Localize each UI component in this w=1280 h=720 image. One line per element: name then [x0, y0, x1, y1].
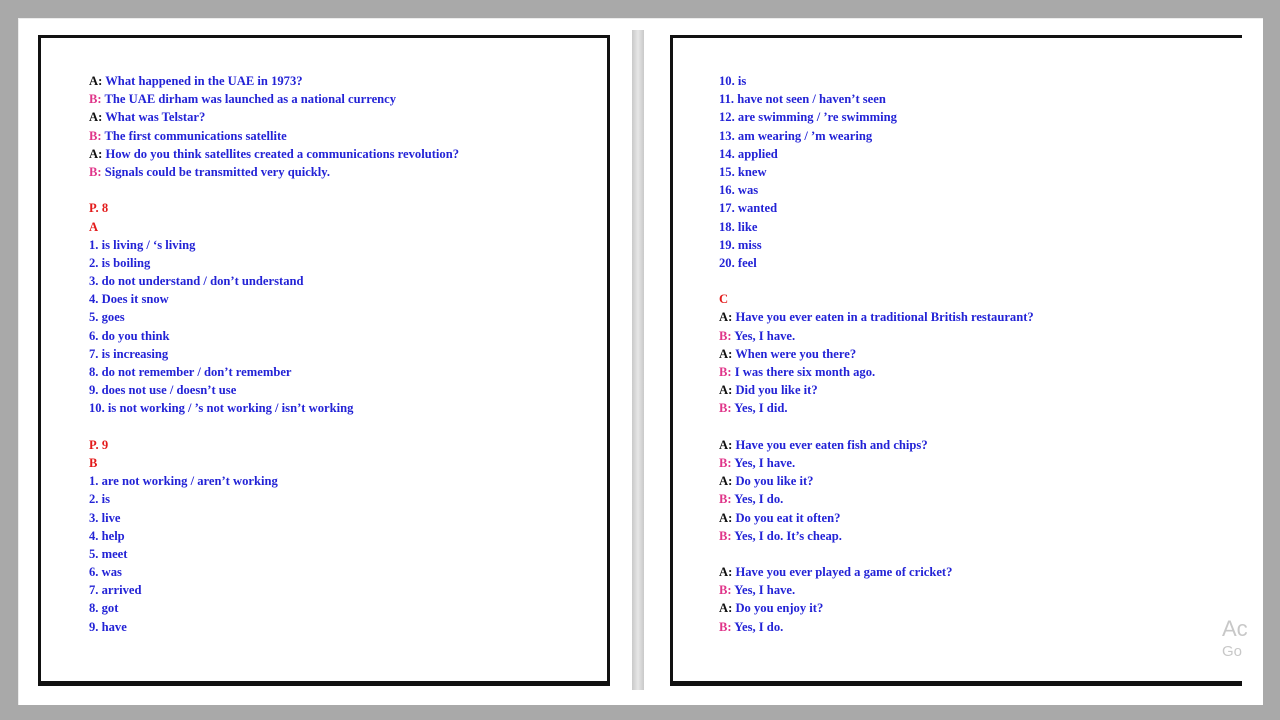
- dialog-line: B: Signals could be transmitted very quickly.: [89, 164, 331, 179]
- page-heading: P. 9: [89, 437, 109, 452]
- exercise-letter: A: [89, 219, 99, 234]
- answer-item: 8. do not remember / don’t remember: [89, 365, 292, 379]
- left-page-content: [89, 72, 459, 636]
- answer-item: 6. was: [89, 565, 122, 580]
- answer-item: 3. do not understand / don’t understand: [89, 274, 304, 289]
- dialog-line: A: What was Telstar?: [89, 110, 206, 125]
- dialog-1: [89, 72, 459, 181]
- dialog-line: A: Have you ever played a game of cricket?: [719, 565, 953, 580]
- answer-item: 18. like: [719, 219, 758, 234]
- dialog-line: B: Yes, I have.: [719, 328, 796, 343]
- answer-item: 16. was: [719, 183, 759, 198]
- answer-item: 4. Does it snow: [89, 292, 169, 307]
- answer-item: 7. arrived: [89, 583, 142, 598]
- answer-item: 8. got: [89, 601, 119, 616]
- dialog-line: B: Yes, I did.: [719, 401, 788, 416]
- answer-item: 4. help: [89, 528, 125, 543]
- left-page: [38, 35, 610, 686]
- answer-item: 10. is: [719, 74, 747, 88]
- answer-item: 17. wanted: [719, 201, 778, 216]
- dialog-line: B: Yes, I do.: [719, 619, 784, 634]
- answer-item: 2. is: [89, 492, 110, 507]
- dialog-line: A: Do you enjoy it?: [719, 601, 824, 616]
- section-c: [719, 290, 1034, 636]
- answer-item: 14. applied: [719, 146, 778, 161]
- dialog-c3: [719, 563, 1034, 636]
- dialog-line: A: Do you like it?: [719, 474, 814, 489]
- dialog-line: A: How do you think satellites created a communications revolution?: [89, 146, 460, 161]
- answer-item: 15. knew: [719, 164, 767, 179]
- answer-item: 20. feel: [719, 255, 757, 270]
- dialog-line: A: Do you eat it often?: [719, 510, 841, 525]
- answer-item: 3. live: [89, 510, 121, 525]
- dialog-line: B: Yes, I do.: [719, 492, 784, 507]
- dialog-line: B: The UAE dirham was launched as a national currency: [89, 92, 397, 107]
- book-gutter: [632, 30, 644, 690]
- dialog-line: B: Yes, I have.: [719, 583, 796, 598]
- dialog-line: A: Have you ever eaten in a traditional British restaurant?: [719, 310, 1034, 325]
- section-p9: [89, 436, 459, 636]
- answer-item: 11. have not seen / haven’t seen: [719, 92, 886, 107]
- answer-item: 10. is not working / ’s not working / isn’t working: [89, 401, 354, 416]
- dialog-c2: [719, 436, 1034, 545]
- answer-item: 12. are swimming / ’re swimming: [719, 110, 897, 125]
- answer-item: 1. are not working / aren’t working: [89, 474, 278, 489]
- answer-item: 5. goes: [89, 310, 125, 325]
- right-page: [670, 35, 1242, 686]
- answer-item: 9. does not use / doesn’t use: [89, 383, 237, 398]
- answer-item: 1. is living / ‘s living: [89, 237, 196, 252]
- dialog-line: B: Yes, I do. It’s cheap.: [719, 528, 842, 543]
- answer-item: 13. am wearing / ’m wearing: [719, 128, 873, 143]
- answers-continued: [719, 72, 1034, 272]
- exercise-letter: B: [89, 455, 98, 470]
- answer-item: 2. is boiling: [89, 255, 151, 270]
- dialog-line: B: Yes, I have.: [719, 455, 796, 470]
- answer-item: 6. do you think: [89, 328, 170, 343]
- answer-item: 5. meet: [89, 546, 128, 561]
- dialog-line: B: The first communications satellite: [89, 128, 287, 143]
- section-p8: [89, 199, 459, 417]
- exercise-letter: C: [719, 292, 729, 307]
- activation-watermark: Ac Go: [1222, 616, 1248, 660]
- right-page-content: [719, 72, 1034, 636]
- answer-item: 7. is increasing: [89, 346, 169, 361]
- answer-item: 9. have: [89, 619, 127, 634]
- dialog-line: B: I was there six month ago.: [719, 365, 876, 379]
- dialog-line: A: Did you like it?: [719, 383, 818, 398]
- dialog-c1: [719, 308, 1034, 417]
- dialog-line: A: Have you ever eaten fish and chips?: [719, 437, 928, 452]
- dialog-line: A: When were you there?: [719, 346, 857, 361]
- dialog-line: A: What happened in the UAE in 1973?: [89, 74, 303, 88]
- answer-item: 19. miss: [719, 237, 762, 252]
- page-heading: P. 8: [89, 201, 109, 216]
